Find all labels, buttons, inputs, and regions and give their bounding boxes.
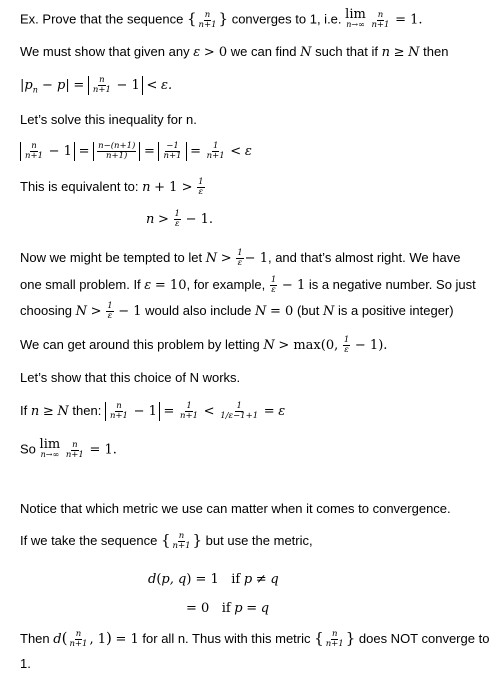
metric-def-line-2: = 0 if p = q: [186, 601, 270, 616]
must-show-line: We must show that given any ε > 0 we can find N such that if n ≥ N then: [20, 44, 449, 60]
n-bound-line: n > $\frac{1}{\varepsilon}$ − 1.: [146, 209, 214, 229]
works-line: Let’s show that this choice of N works.: [20, 370, 241, 385]
algebra-line: $\frac{n}{n+1}$ − 1 = $\frac{n-(n+1)}{n+1)}$ = $\frac{-1}{n+1}$ = $\frac{1}{n+1}$ < ε: [20, 142, 252, 161]
one-small-problem-line: one small problem. If ε = 10, for example, $\frac{1}{\varepsilon}$ − 1 is a negative number. So just: [20, 275, 476, 295]
around-line: We can get around this problem by letting N > max(0, $\frac{1}{\varepsilon}$ − 1).: [20, 335, 388, 355]
solve-line: Let’s solve this inequality for n.: [20, 112, 197, 127]
choosing-line: choosing N > $\frac{1}{\varepsilon}$ − 1 would also include N = 0 (but N is a positive integer): [20, 301, 454, 321]
metric-def-line-1: d(p, q) = 1 if p ≠ q: [148, 572, 279, 587]
so-line: So lim n→∞ $\frac{n}{n+1}$ = 1.: [20, 437, 117, 460]
inequality-line: $|p_n - p|$ = $\frac{n}{n+1}$ − 1 < ε.: [20, 75, 173, 95]
exercise-statement: Ex. Prove that the sequence { $\frac{n}{n+1}$ } converges to 1, i.e. lim n→∞ $\frac{n}{n+1}$ = 1.: [20, 7, 423, 30]
tempted-line: Now we might be tempted to let N > $\frac{1}{\varepsilon}$ − 1, and that’s almost right. We have: [20, 248, 461, 268]
if-then-line: If n ≥ N then: $\frac{n}{n+1}$ − 1 = $\frac{1}{n+1}$ < $\frac{1}{1/\varepsilon-1+1}$ = ε: [20, 401, 286, 421]
then-line: Then d( $\frac{n}{n+1}$ , 1) = 1 for all n. Thus with this metric { $\frac{n}{n+1}$ } does NOT converge to: [20, 629, 489, 650]
equivalent-line: This is equivalent to: n + 1 > $\frac{1}{\varepsilon}$: [20, 177, 204, 197]
final-line: 1.: [20, 656, 31, 671]
notice-line: Notice that which metric we use can matter when it comes to convergence.: [20, 501, 451, 516]
take-sequence-line: If we take the sequence { $\frac{n}{n+1}$ } but use the metric,: [20, 531, 313, 552]
